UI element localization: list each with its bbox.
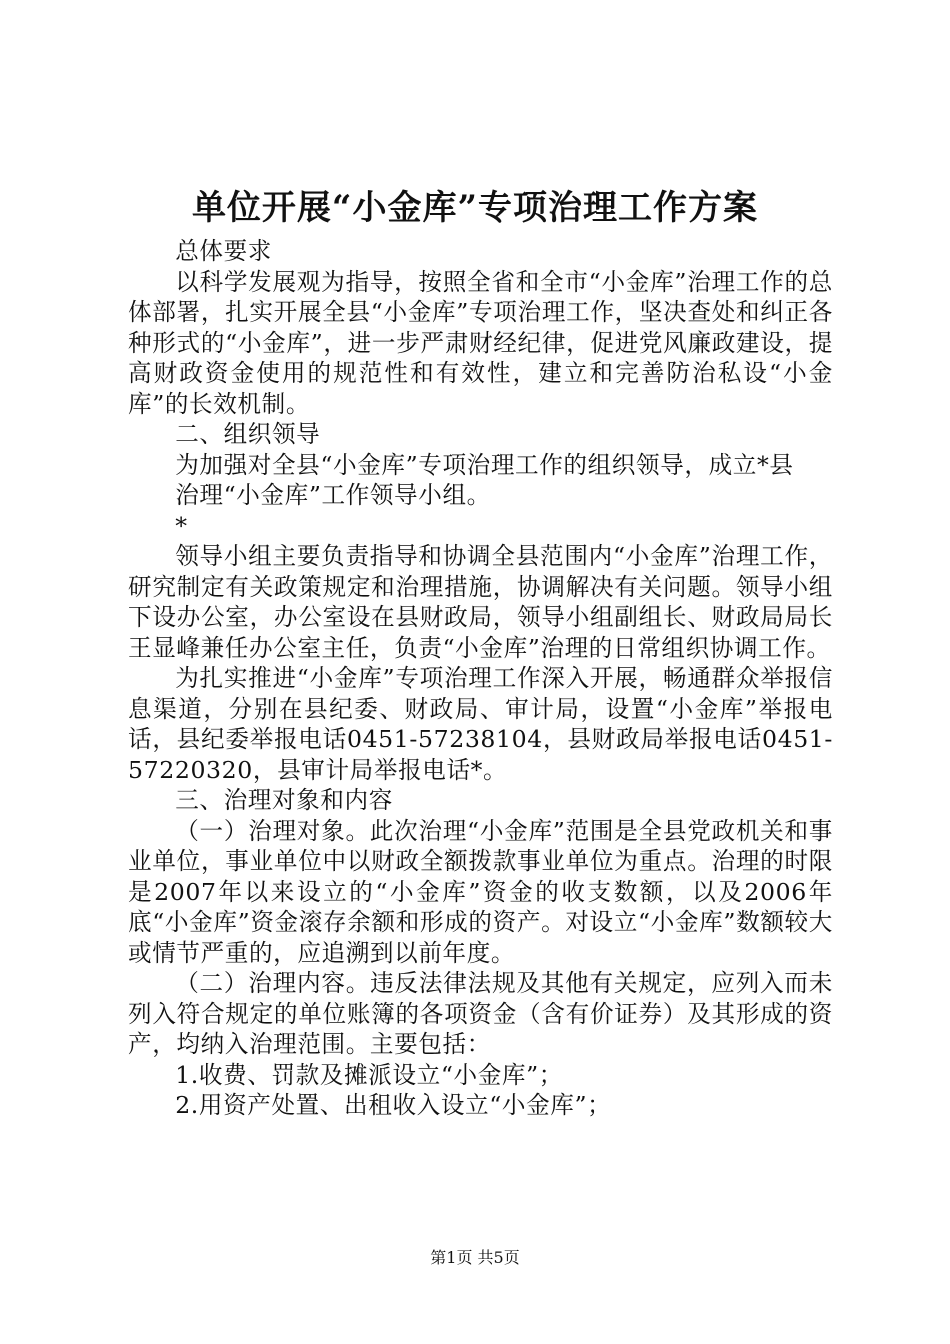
heading-organization: 二、组织领导 (175, 420, 321, 448)
heading-general-requirements: 总体要求 (175, 237, 272, 265)
document-title: 单位开展“小金库”专项治理工作方案 (191, 188, 759, 228)
paragraph-content: （二）治理内容。违反法律法规及其他有关规定，应列入而未列入符合规定的单位账簿的各项资金（含有价证券）及其形成的资产，均纳入治理范围。主要包括： (128, 969, 833, 1058)
list-item-2: 2.用资产处置、出租收入设立“小金库”； (175, 1091, 612, 1119)
paragraph-group-duties: 领导小组主要负责指导和协调全县范围内“小金库”治理工作，研究制定有关政策规定和治理措施，协调解决有关问题。领导小组下设办公室，办公室设在县财政局，领导小组副组长、财政局局长王显峰兼任办公室主任，负责“小金库”治理的日常组织协调工作。 (128, 542, 833, 662)
paragraph-hotlines: 为扎实推进“小金库”专项治理工作深入开展，畅通群众举报信息渠道，分别在县纪委、财政局、审计局，设置“小金库”举报电话，县纪委举报电话0451-57238104，县财政局举报电话0451-57220320，县审计局举报电话*。 (128, 664, 833, 784)
document-body (128, 236, 833, 1121)
paragraph-targets: （一）治理对象。此次治理“小金库”范围是全县党政机关和事业单位，事业单位中以财政全额拨款事业单位为重点。治理的时限是2007年以来设立的“小金库”资金的收支数额，以及2006年底“小金库”资金滚存余额和形成的资产。对设立“小金库”数额较大或情节严重的，应追溯到以前年度。 (128, 816, 833, 967)
page-footer: 第1页 共5页 (430, 1248, 520, 1267)
paragraph-general: 以科学发展观为指导，按照全省和全市“小金库”治理工作的总体部署，扎实开展全县“小金库”专项治理工作，坚决查处和纠正各种形式的“小金库”，进一步严肃财经纪律，促进党风廉政建设，提高财政资金使用的规范性和有效性，建立和完善防治私设“小金库”的长效机制。 (128, 267, 833, 418)
paragraph-asterisk: * (175, 511, 188, 540)
list-item-1: 1.收费、罚款及摊派设立“小金库”； (175, 1060, 563, 1089)
paragraph-establish-group: 为加强对全县“小金库”专项治理工作的组织领导，成立*县 (175, 450, 794, 479)
heading-targets-content: 三、治理对象和内容 (175, 786, 393, 814)
paragraph-group-name: 治理“小金库”工作领导小组。 (175, 481, 491, 509)
